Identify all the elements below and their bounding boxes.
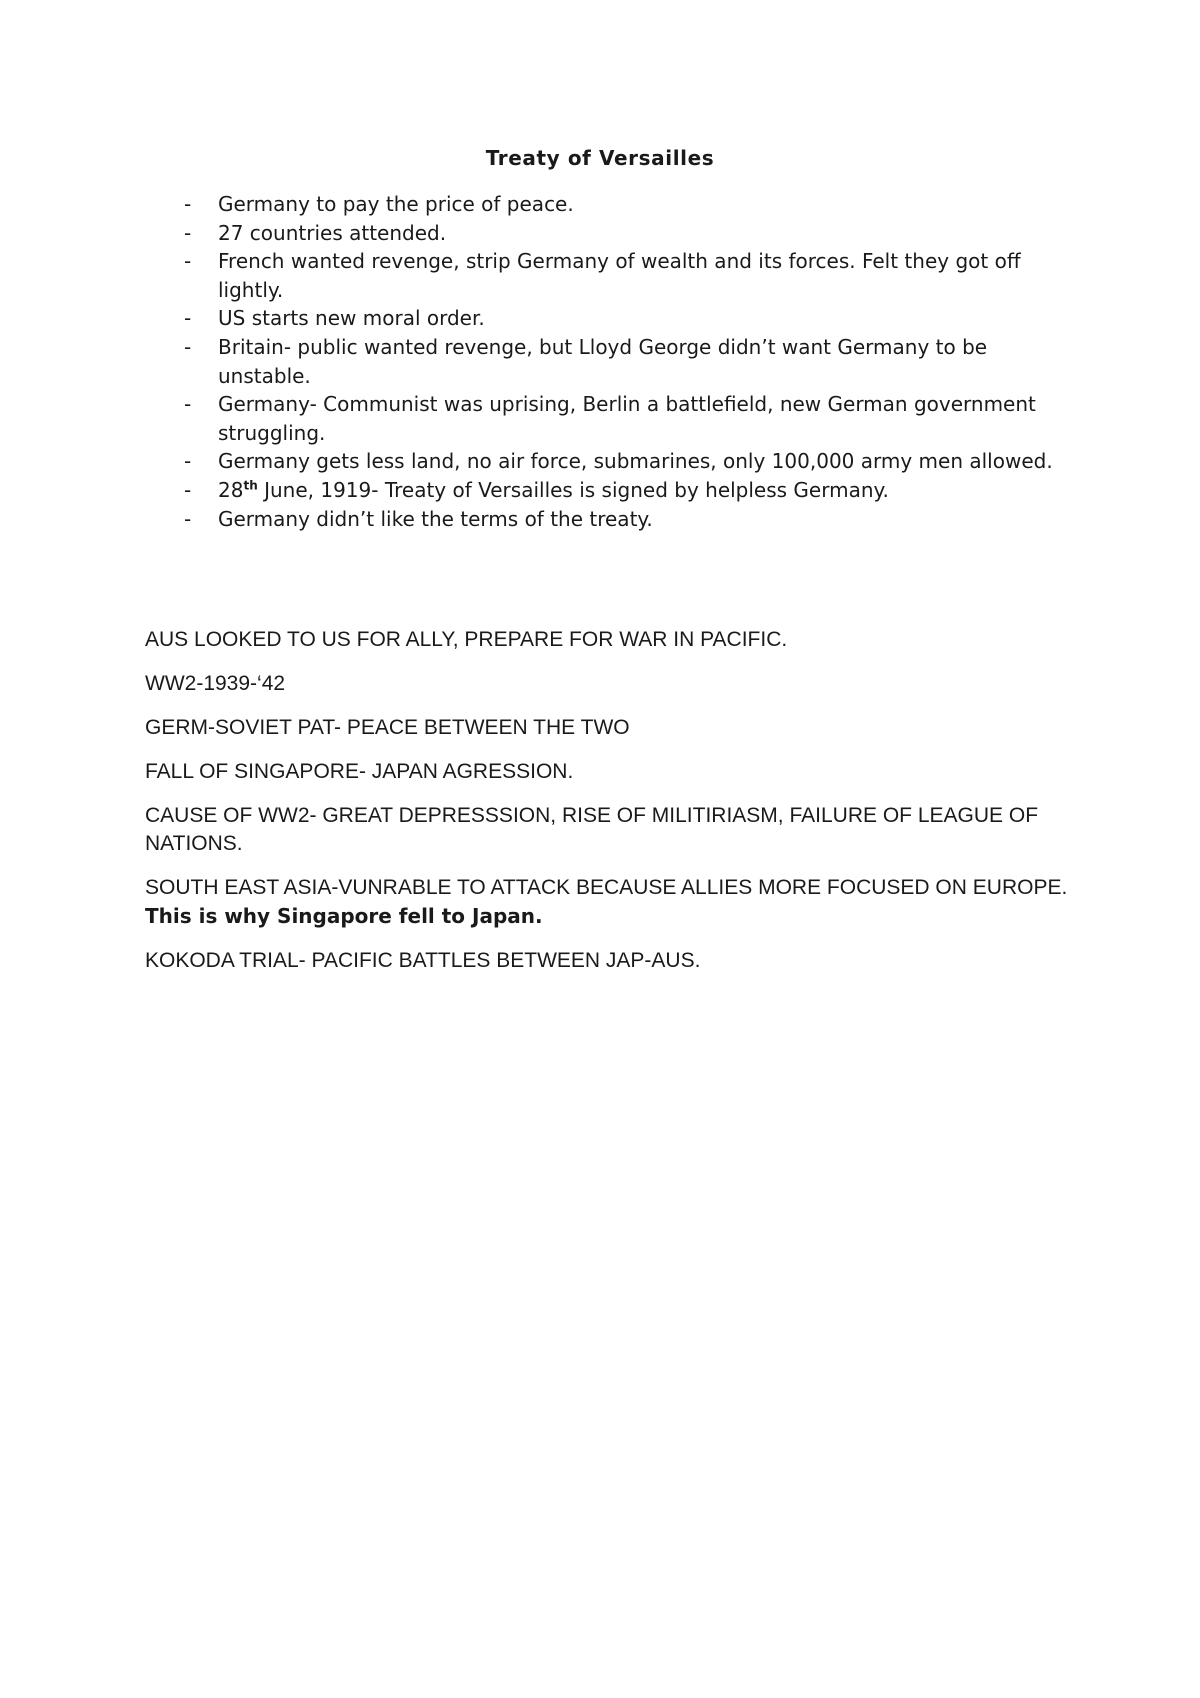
bullet-item [184, 304, 1064, 333]
note-paragraph: CAUSE OF WW2- GREAT DEPRESSSION, RISE OF MILITIRIASM, FAILURE OF LEAGUE OF NATIONS. [145, 804, 1039, 855]
note-paragraph: AUS LOOKED TO US FOR ALLY, PREPARE FOR WAR IN PACIFIC. [145, 628, 788, 651]
bullet-item [184, 447, 1064, 476]
treaty-bullet-list [184, 190, 1064, 533]
bullet-text: Germany gets less land, no air force, submarines, only 100,000 army men allowed. [218, 449, 1053, 474]
bullet-text: US starts new moral order. [218, 306, 485, 331]
note-paragraph: WW2-1939-‘42 [145, 672, 286, 695]
bullet-text: French wanted revenge, strip Germany of wealth and its forces. Felt they got off lightly. [218, 249, 1021, 302]
note-paragraph: GERM-SOVIET PAT- PEACE BETWEEN THE TWO [145, 716, 630, 739]
ww2-notes [145, 626, 1075, 991]
bullet-text: June, 1919- Treaty of Versailles is signed by helpless Germany. [257, 477, 889, 502]
note-emphasis: This is why Singapore fell to Japan. [145, 904, 543, 928]
bullet-dash: - [184, 334, 192, 359]
note-paragraph: FALL OF SINGAPORE- JAPAN AGRESSION. [145, 760, 574, 783]
bullet-date-day: 28 [218, 477, 244, 502]
bullet-item [184, 476, 1064, 505]
bullet-dash: - [184, 220, 192, 245]
bullet-text: Germany- Communist was uprising, Berlin a battlefield, new German government struggling. [218, 392, 1036, 445]
bullet-text: Germany to pay the price of peace. [218, 192, 574, 216]
note-text: SOUTH EAST ASIA-VUNRABLE TO ATTACK BECAUSE ALLIES MORE FOCUSED ON EUROPE. [145, 876, 1068, 899]
bullet-item [184, 247, 1064, 304]
bullet-date-ordinal: th [243, 478, 258, 493]
bullet-dash: - [184, 392, 192, 417]
bullet-dash: - [184, 306, 192, 331]
bullet-item [184, 505, 1064, 534]
bullet-item [184, 219, 1064, 248]
bullet-text: Germany didn’t like the terms of the treaty. [218, 506, 653, 531]
bullet-item [184, 390, 1064, 447]
bullet-item [184, 190, 1064, 219]
bullet-dash: - [184, 192, 192, 216]
bullet-dash: - [184, 477, 192, 502]
note-paragraph: KOKODA TRIAL- PACIFIC BATTLES BETWEEN JAP-AUS. [145, 949, 701, 972]
bullet-dash: - [184, 506, 192, 531]
bullet-text: Britain- public wanted revenge, but Lloyd George didn’t want Germany to be unstable. [218, 334, 988, 388]
bullet-dash: - [184, 249, 192, 274]
note-paragraph [145, 874, 1075, 931]
document-title: Treaty of Versailles [485, 146, 715, 170]
bullet-item [184, 333, 1064, 390]
bullet-text: 27 countries attended. [218, 220, 447, 245]
bullet-dash: - [184, 449, 192, 474]
